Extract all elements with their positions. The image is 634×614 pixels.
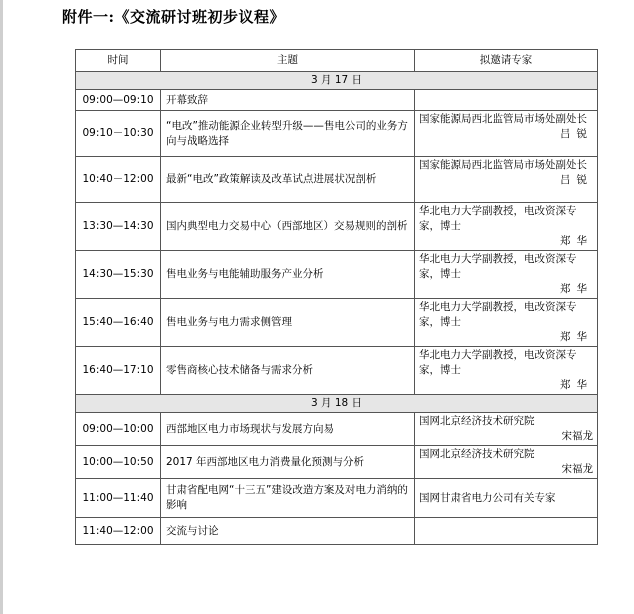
- session-expert: [415, 251, 598, 299]
- left-border-line: [0, 0, 3, 614]
- expert-name: 郑华: [560, 331, 593, 343]
- session-expert: [415, 347, 598, 395]
- header-topic: 主题: [161, 50, 415, 72]
- session-time: 10:40－12:00: [76, 157, 161, 203]
- session-topic: 售电业务与电力需求侧管理: [161, 299, 415, 347]
- date-row-day1: [76, 72, 598, 90]
- session-time: 09:10－10:30: [76, 111, 161, 157]
- session-expert: [415, 90, 598, 111]
- session-time: 11:00—11:40: [76, 479, 161, 518]
- session-expert: [415, 518, 598, 545]
- session-time: 11:40—12:00: [76, 518, 161, 545]
- session-topic: 开幕致辞: [161, 90, 415, 111]
- table-row: [76, 413, 598, 446]
- table-row: [76, 203, 598, 251]
- expert-org: 国网北京经济技术研究院: [419, 415, 535, 427]
- session-time: 15:40—16:40: [76, 299, 161, 347]
- expert-org: 华北电力大学副教授，电改资深专家，博士: [419, 349, 577, 376]
- date-label: 3 月 18 日: [76, 395, 598, 413]
- session-topic: 售电业务与电能辅助服务产业分析: [161, 251, 415, 299]
- table-row: [76, 299, 598, 347]
- expert-name: 吕锐: [560, 128, 593, 140]
- expert-name: 郑华: [560, 379, 593, 391]
- agenda-table: [75, 49, 598, 545]
- expert-org: 国家能源局西北监管局市场处副处长: [419, 159, 587, 171]
- expert-org: 国网甘肃省电力公司有关专家: [419, 491, 556, 504]
- session-topic: 国内典型电力交易中心（西部地区）交易规则的剖析: [161, 203, 415, 251]
- expert-name: 宋福龙: [561, 463, 593, 475]
- session-expert: [415, 111, 598, 157]
- expert-org: 华北电力大学副教授，电改资深专家，博士: [419, 205, 577, 232]
- date-row-day2: [76, 395, 598, 413]
- session-expert: [415, 413, 598, 446]
- table-row: [76, 446, 598, 479]
- session-expert: [415, 446, 598, 479]
- table-row: [76, 90, 598, 111]
- header-row: [76, 50, 598, 72]
- expert-name: 宋福龙: [561, 430, 593, 442]
- session-topic: 西部地区电力市场现状与发展方向易: [161, 413, 415, 446]
- expert-org: 国网北京经济技术研究院: [419, 448, 535, 460]
- session-topic: 交流与讨论: [161, 518, 415, 545]
- session-time: 09:00—09:10: [76, 90, 161, 111]
- expert-org: 华北电力大学副教授，电改资深专家，博士: [419, 253, 577, 280]
- header-time: 时间: [76, 50, 161, 72]
- session-topic: “电改”推动能源企业转型升级——售电公司的业务方向与战略选择: [161, 111, 415, 157]
- session-time: 10:00—10:50: [76, 446, 161, 479]
- expert-name: 吕锐: [560, 174, 593, 186]
- table-row: [76, 251, 598, 299]
- table-row: [76, 479, 598, 518]
- session-time: 13:30—14:30: [76, 203, 161, 251]
- session-expert: [415, 157, 598, 203]
- session-topic: 2017 年西部地区电力消费量化预测与分析: [161, 446, 415, 479]
- table-row: [76, 111, 598, 157]
- session-topic: 最新“电改”政策解读及改革试点进展状况剖析: [161, 157, 415, 203]
- expert-name: 郑华: [560, 283, 593, 295]
- table-row: [76, 347, 598, 395]
- document-title: 附件一:《交流研讨班初步议程》: [62, 8, 286, 26]
- session-time: 16:40—17:10: [76, 347, 161, 395]
- expert-org: 国家能源局西北监管局市场处副处长: [419, 113, 587, 125]
- date-label: 3 月 17 日: [76, 72, 598, 90]
- table-row: [76, 157, 598, 203]
- session-time: 09:00—10:00: [76, 413, 161, 446]
- session-expert: [415, 299, 598, 347]
- header-experts: 拟邀请专家: [415, 50, 598, 72]
- session-expert: [415, 203, 598, 251]
- session-topic: 零售商核心技术储备与需求分析: [161, 347, 415, 395]
- expert-name: 郑华: [560, 235, 593, 247]
- expert-org: 华北电力大学副教授，电改资深专家，博士: [419, 301, 577, 328]
- session-topic: 甘肃省配电网“十三五”建设改造方案及对电力消纳的影响: [161, 479, 415, 518]
- session-expert: [415, 479, 598, 518]
- session-time: 14:30—15:30: [76, 251, 161, 299]
- table-row: [76, 518, 598, 545]
